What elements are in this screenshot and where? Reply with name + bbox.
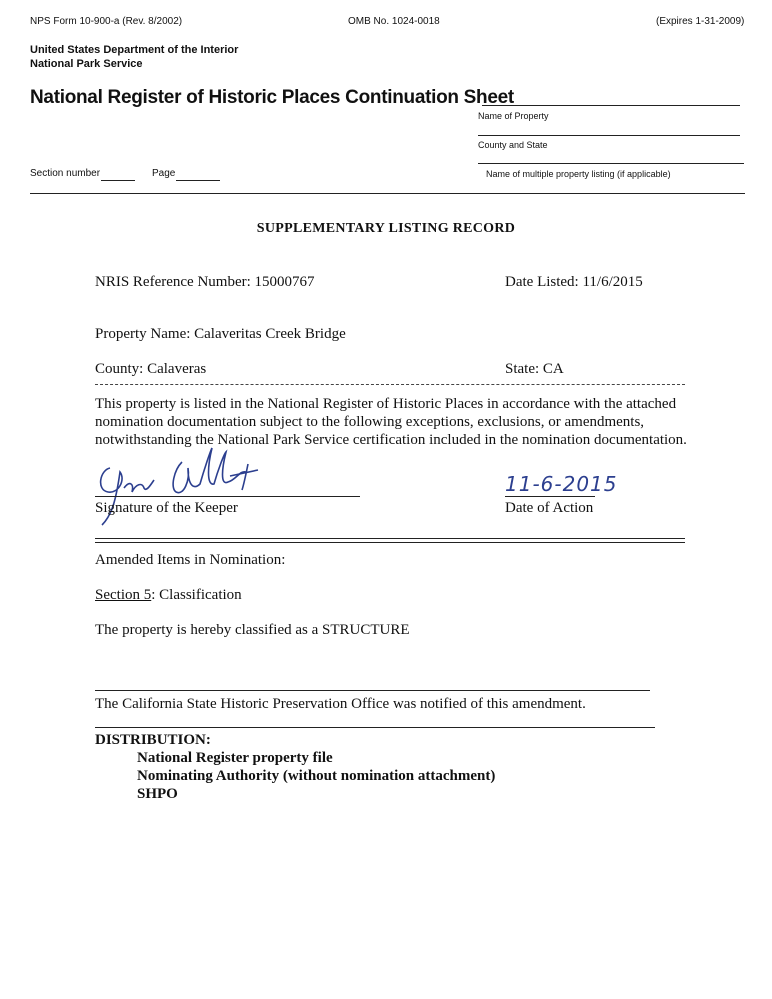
distribution-item: SHPO <box>137 786 178 802</box>
county: County: Calaveras <box>95 361 207 377</box>
multiple-listing-line <box>478 163 744 164</box>
amendment-divider-bottom <box>95 542 685 543</box>
name-of-property-label: Name of Property <box>478 111 549 121</box>
form-number: NPS Form 10-900-a (Rev. 8/2002) <box>30 16 183 27</box>
date-of-action-label: Date of Action <box>505 500 594 516</box>
page-label: Page <box>152 168 176 179</box>
section-reference: Section 5 <box>95 587 152 603</box>
action-date-line <box>505 496 595 497</box>
service: National Park Service <box>30 58 143 70</box>
notification-statement: The California State Historic Preservation Office was notified of this amendment. <box>95 696 586 712</box>
state: State: CA <box>505 361 564 377</box>
section-reference-rest: : Classification <box>151 587 242 603</box>
expiration: (Expires 1-31-2009) <box>656 16 745 27</box>
section-classification <box>95 586 242 604</box>
county-state-label: County and State <box>478 140 548 150</box>
amendment-divider-top <box>95 538 685 539</box>
omb-number: OMB No. 1024-0018 <box>348 16 440 27</box>
page-title: National Register of Historic Places Continuation Sheet <box>30 87 514 108</box>
name-of-property-line <box>482 105 740 106</box>
nris-reference: NRIS Reference Number: 15000767 <box>95 274 315 290</box>
statement-line-3: notwithstanding the National Park Service certification included in the nomination documentation. <box>95 432 687 448</box>
header-divider <box>30 193 745 194</box>
signature-line <box>95 496 360 497</box>
record-heading: SUPPLEMENTARY LISTING RECORD <box>256 221 516 236</box>
section-number-label: Section number <box>30 168 101 179</box>
signature-label: Signature of the Keeper <box>95 500 238 516</box>
distribution-heading: DISTRIBUTION: <box>95 732 211 748</box>
date-listed: Date Listed: 11/6/2015 <box>505 274 643 290</box>
notification-line-top <box>95 690 650 691</box>
section-number-line <box>101 180 135 181</box>
county-state-line <box>478 135 740 136</box>
classification-statement: The property is hereby classified as a STRUCTURE <box>95 622 410 638</box>
property-name: Property Name: Calaveritas Creek Bridge <box>95 326 346 342</box>
distribution-item: Nominating Authority (without nomination attachment) <box>137 768 496 784</box>
distribution-item: National Register property file <box>137 750 333 766</box>
notification-line-bottom <box>95 727 655 728</box>
statement-line-2: nomination documentation subject to the following exceptions, exclusions, or amendments, <box>95 414 645 430</box>
dashed-separator <box>95 384 685 385</box>
amended-items-heading: Amended Items in Nomination: <box>95 552 286 568</box>
statement-line-1: This property is listed in the National Register of Historic Places in accordance with the attached <box>95 396 677 412</box>
multiple-listing-label: Name of multiple property listing (if applicable) <box>486 169 671 179</box>
handwritten-action-date: 11-6-2015 <box>505 472 618 496</box>
page-line <box>176 180 220 181</box>
distribution-list <box>137 749 495 803</box>
department: United States Department of the Interior <box>30 44 239 56</box>
